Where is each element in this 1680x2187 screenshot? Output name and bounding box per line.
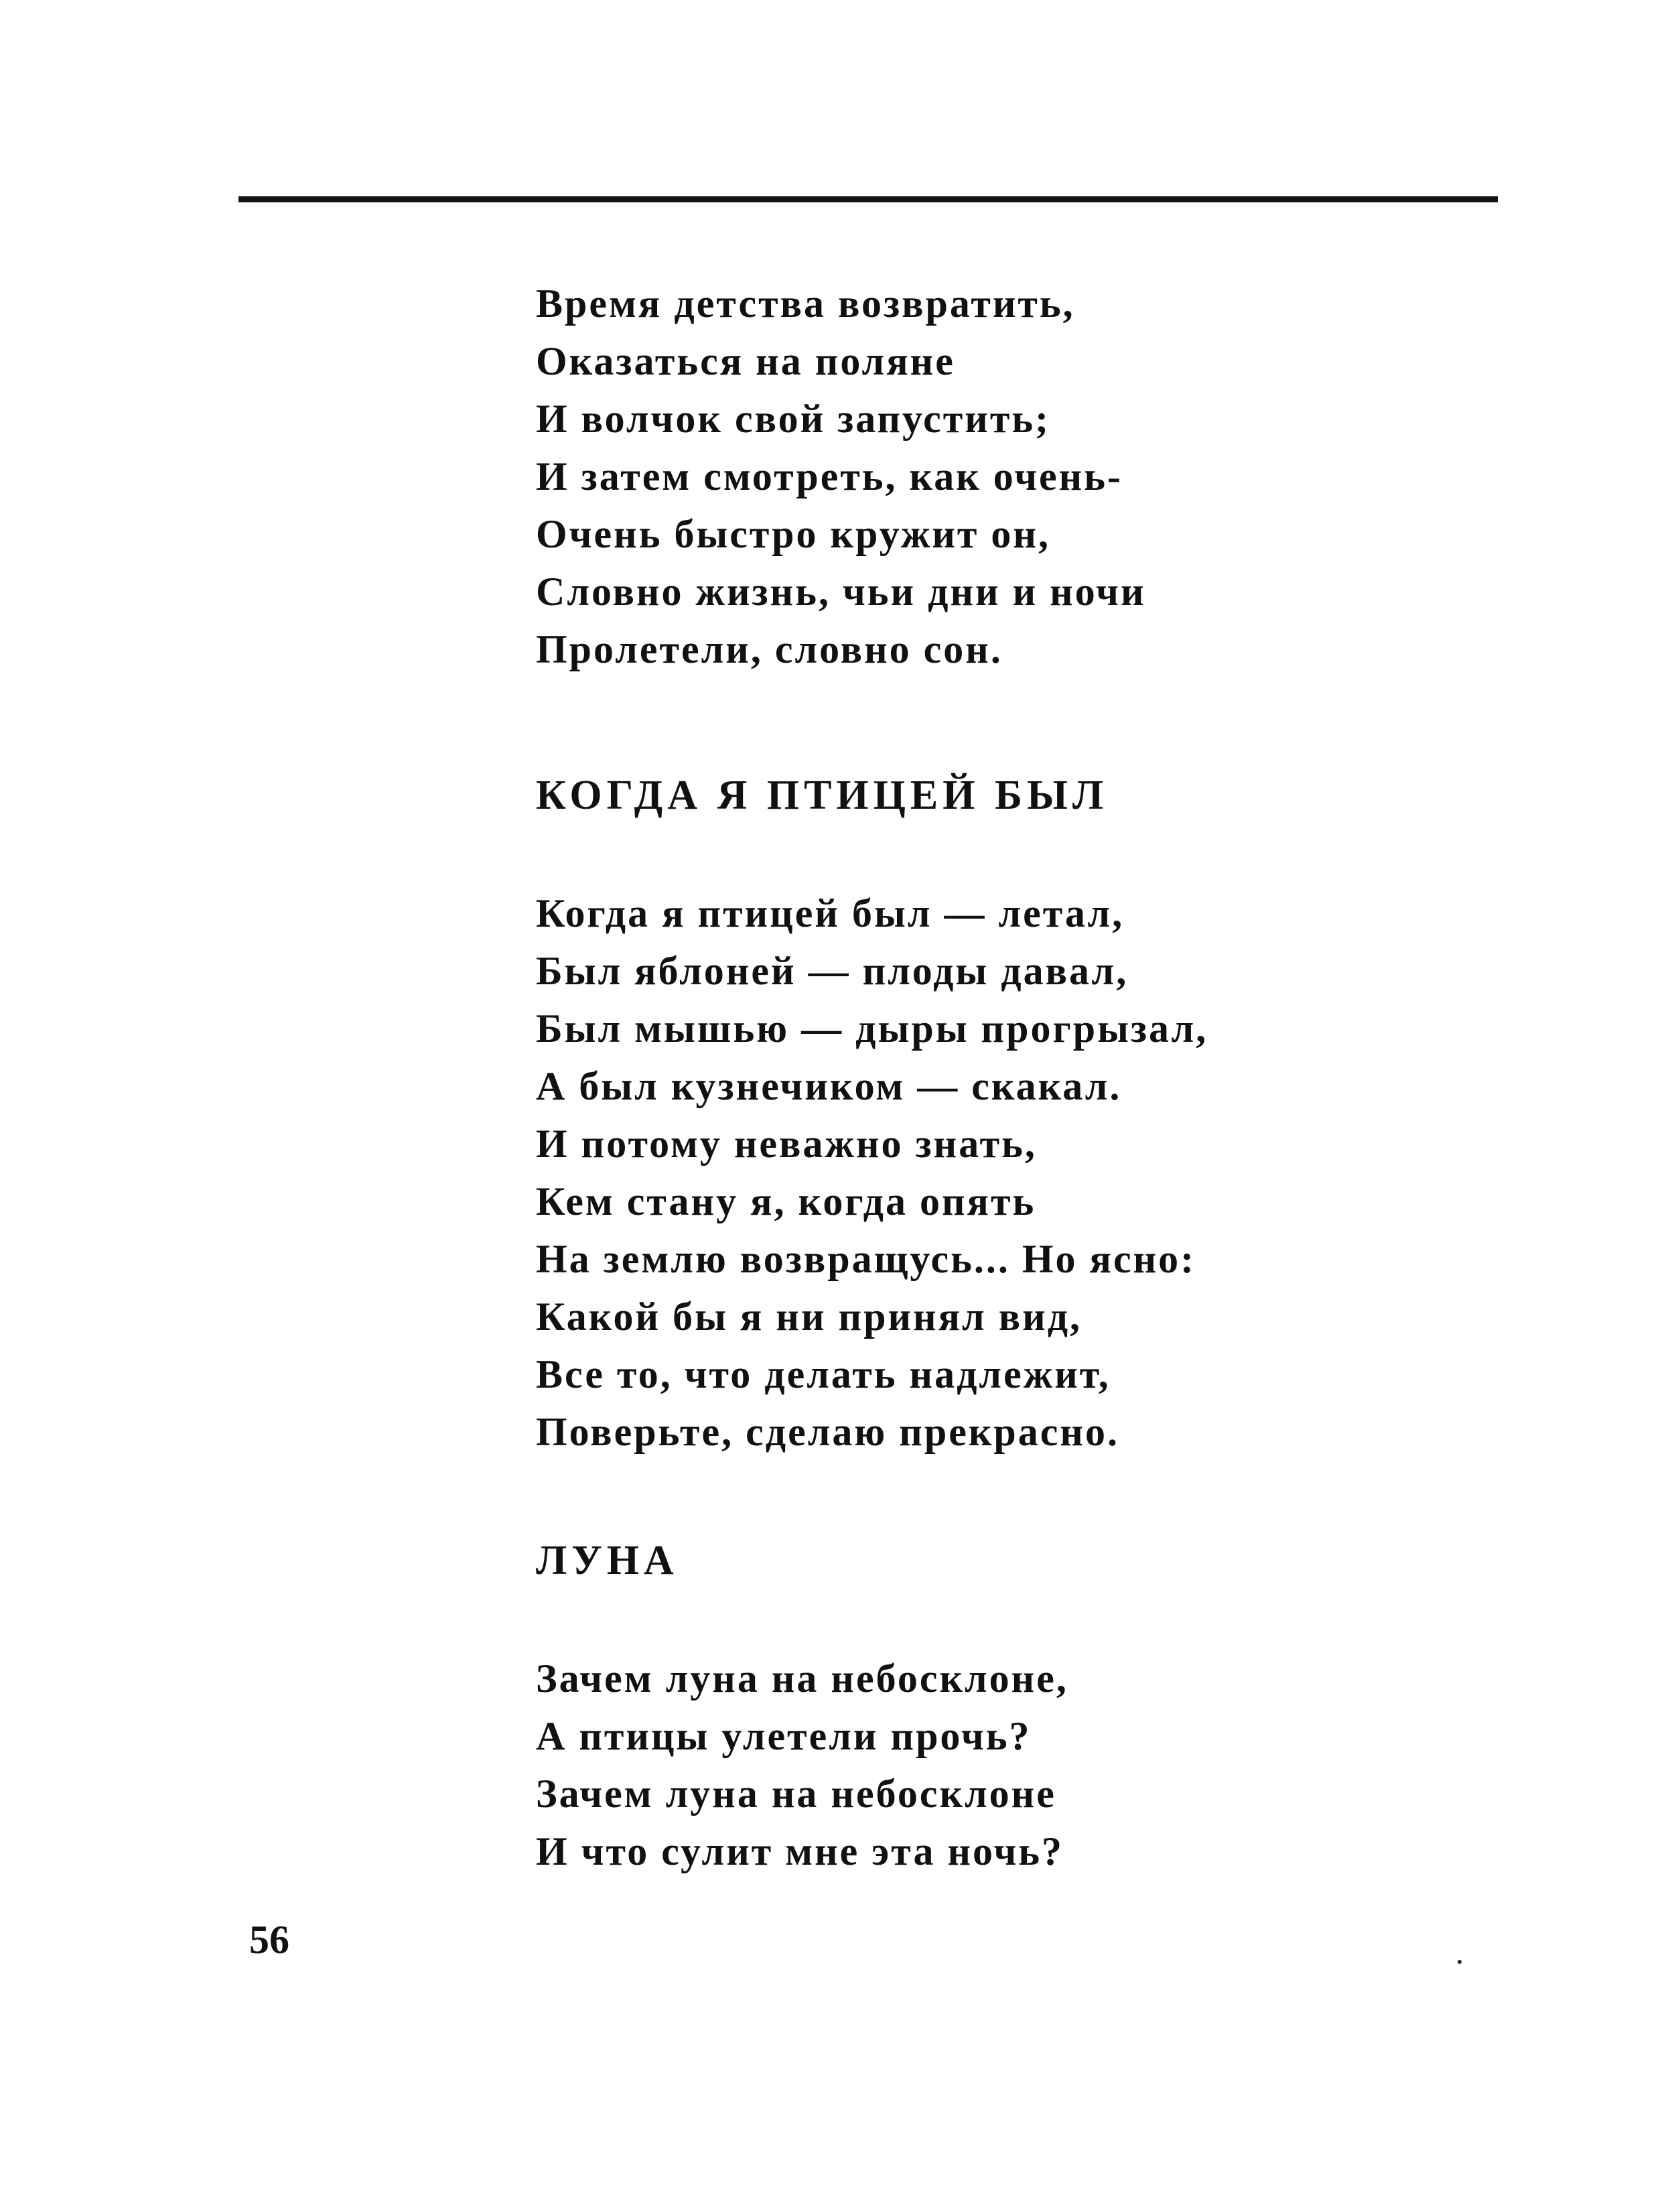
poem-line: Очень быстро кружит он, [536, 512, 1050, 556]
poem-line: Пролетели, словно сон. [536, 627, 1003, 671]
poem-line: Все то, что делать надлежит, [536, 1352, 1111, 1396]
poem-line: Когда я птицей был — летал, [536, 891, 1125, 935]
poem-line: Оказаться на поляне [536, 339, 955, 383]
top-rule [238, 196, 1498, 202]
print-speck [1458, 1960, 1462, 1964]
poem-line: Какой бы я ни принял вид, [536, 1295, 1082, 1339]
poem-line: Зачем луна на небосклоне [536, 1772, 1056, 1816]
poem-line: И затем смотреть, как очень- [536, 454, 1123, 499]
poem-line: Был мышью — дыры прогрызал, [536, 1006, 1208, 1051]
poem-line: И волчок свой запустить; [536, 397, 1051, 441]
poem-line: Поверьте, сделаю прекрасно. [536, 1410, 1119, 1454]
poem-continuation [536, 275, 1340, 678]
poem-line: Время детства возвратить, [536, 281, 1075, 326]
poem-moon [536, 1650, 1340, 1880]
poem-line: И что сулит мне эта ночь? [536, 1829, 1064, 1873]
poem-line: На землю возвращусь... Но ясно: [536, 1237, 1196, 1281]
poem-line: Кем стану я, когда опять [536, 1179, 1036, 1223]
poem-line: А птицы улетели прочь? [536, 1714, 1032, 1758]
poem-line: А был кузнечиком — скакал. [536, 1064, 1122, 1108]
poem-line: И потому неважно знать, [536, 1122, 1037, 1166]
poem-line: Был яблоней — плоды давал, [536, 949, 1129, 993]
poem-title-moon: ЛУНА [536, 1538, 679, 1583]
page-number: 56 [249, 1918, 289, 1962]
poem-line: Словно жизнь, чьи дни и ночи [536, 570, 1146, 614]
poem-line: Зачем луна на небосклоне, [536, 1656, 1068, 1701]
poem-title-bird: КОГДА Я ПТИЦЕЙ БЫЛ [536, 773, 1109, 818]
poem-bird [536, 884, 1340, 1461]
text-column [536, 275, 1340, 1880]
